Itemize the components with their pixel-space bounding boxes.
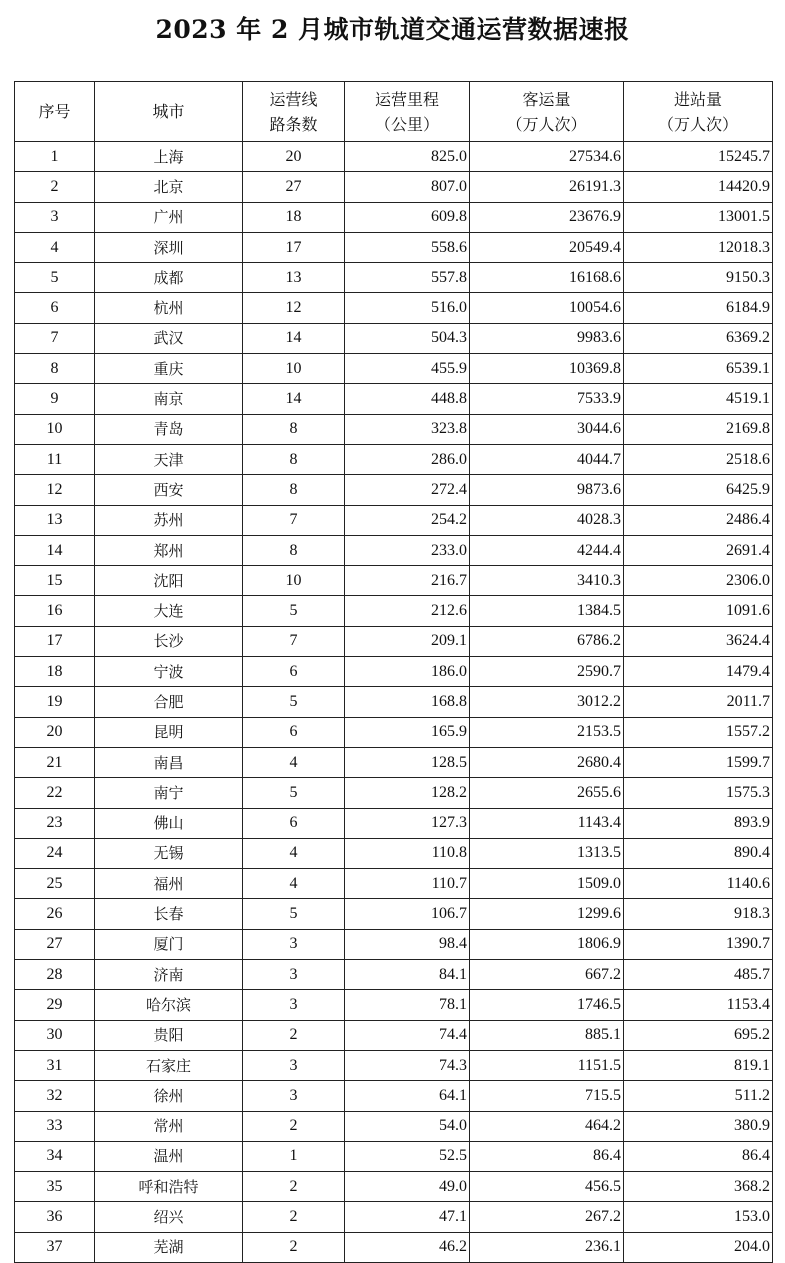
cell-city: 徐州 xyxy=(95,1081,243,1111)
table-row xyxy=(15,444,773,474)
cell-index: 27 xyxy=(15,929,95,959)
cell-lines: 6 xyxy=(243,657,345,687)
cell-ridership: 456.5 xyxy=(470,1172,624,1202)
cell-ridership: 267.2 xyxy=(470,1202,624,1232)
cell-ridership: 2153.5 xyxy=(470,717,624,747)
cell-entries: 2306.0 xyxy=(624,566,773,596)
cell-city: 贵阳 xyxy=(95,1020,243,1050)
table-row xyxy=(15,263,773,293)
table-row xyxy=(15,899,773,929)
cell-entries: 6539.1 xyxy=(624,354,773,384)
cell-entries: 380.9 xyxy=(624,1111,773,1141)
cell-city: 南昌 xyxy=(95,747,243,777)
cell-ridership: 2680.4 xyxy=(470,747,624,777)
cell-ridership: 3410.3 xyxy=(470,566,624,596)
cell-length: 106.7 xyxy=(345,899,470,929)
cell-entries: 890.4 xyxy=(624,838,773,868)
cell-entries: 893.9 xyxy=(624,808,773,838)
cell-city: 广州 xyxy=(95,202,243,232)
cell-length: 455.9 xyxy=(345,354,470,384)
cell-city: 深圳 xyxy=(95,232,243,262)
cell-length: 825.0 xyxy=(345,142,470,172)
table-row xyxy=(15,717,773,747)
cell-entries: 204.0 xyxy=(624,1232,773,1262)
cell-length: 78.1 xyxy=(345,990,470,1020)
cell-ridership: 7533.9 xyxy=(470,384,624,414)
cell-index: 35 xyxy=(15,1172,95,1202)
cell-entries: 1153.4 xyxy=(624,990,773,1020)
cell-length: 74.4 xyxy=(345,1020,470,1050)
cell-entries: 1140.6 xyxy=(624,869,773,899)
cell-city: 沈阳 xyxy=(95,566,243,596)
cell-lines: 8 xyxy=(243,414,345,444)
cell-lines: 5 xyxy=(243,687,345,717)
cell-city: 武汉 xyxy=(95,323,243,353)
cell-city: 哈尔滨 xyxy=(95,990,243,1020)
header-ridership xyxy=(470,82,624,142)
cell-ridership: 667.2 xyxy=(470,960,624,990)
header-lines-line2: 路条数 xyxy=(269,114,318,134)
cell-city: 绍兴 xyxy=(95,1202,243,1232)
header-length xyxy=(345,82,470,142)
cell-ridership: 86.4 xyxy=(470,1141,624,1171)
cell-length: 47.1 xyxy=(345,1202,470,1232)
table-row xyxy=(15,323,773,353)
table-row xyxy=(15,384,773,414)
table-row xyxy=(15,535,773,565)
cell-ridership: 236.1 xyxy=(470,1232,624,1262)
table-row xyxy=(15,1141,773,1171)
cell-lines: 10 xyxy=(243,566,345,596)
cell-ridership: 1151.5 xyxy=(470,1050,624,1080)
cell-entries: 86.4 xyxy=(624,1141,773,1171)
cell-index: 36 xyxy=(15,1202,95,1232)
cell-ridership: 6786.2 xyxy=(470,626,624,656)
cell-ridership: 1806.9 xyxy=(470,929,624,959)
cell-city: 常州 xyxy=(95,1111,243,1141)
cell-entries: 2011.7 xyxy=(624,687,773,717)
table-row xyxy=(15,1050,773,1080)
cell-city: 北京 xyxy=(95,172,243,202)
cell-city: 合肥 xyxy=(95,687,243,717)
cell-ridership: 3044.6 xyxy=(470,414,624,444)
cell-length: 110.8 xyxy=(345,838,470,868)
table-row xyxy=(15,232,773,262)
cell-length: 233.0 xyxy=(345,535,470,565)
cell-city: 西安 xyxy=(95,475,243,505)
cell-index: 17 xyxy=(15,626,95,656)
cell-index: 20 xyxy=(15,717,95,747)
cell-lines: 2 xyxy=(243,1172,345,1202)
cell-entries: 12018.3 xyxy=(624,232,773,262)
cell-ridership: 10054.6 xyxy=(470,293,624,323)
cell-lines: 17 xyxy=(243,232,345,262)
table-row xyxy=(15,747,773,777)
cell-index: 4 xyxy=(15,232,95,262)
cell-index: 5 xyxy=(15,263,95,293)
cell-length: 64.1 xyxy=(345,1081,470,1111)
cell-ridership: 9983.6 xyxy=(470,323,624,353)
cell-index: 11 xyxy=(15,444,95,474)
cell-city: 石家庄 xyxy=(95,1050,243,1080)
cell-city: 温州 xyxy=(95,1141,243,1171)
cell-length: 74.3 xyxy=(345,1050,470,1080)
cell-entries: 1479.4 xyxy=(624,657,773,687)
table-row xyxy=(15,657,773,687)
cell-ridership: 1384.5 xyxy=(470,596,624,626)
cell-lines: 2 xyxy=(243,1111,345,1141)
cell-ridership: 4044.7 xyxy=(470,444,624,474)
cell-index: 34 xyxy=(15,1141,95,1171)
cell-index: 13 xyxy=(15,505,95,535)
cell-index: 19 xyxy=(15,687,95,717)
cell-city: 杭州 xyxy=(95,293,243,323)
cell-lines: 2 xyxy=(243,1202,345,1232)
cell-entries: 1599.7 xyxy=(624,747,773,777)
cell-index: 28 xyxy=(15,960,95,990)
cell-ridership: 1746.5 xyxy=(470,990,624,1020)
header-length-line1: 运营里程 xyxy=(374,89,439,109)
cell-lines: 14 xyxy=(243,384,345,414)
cell-city: 佛山 xyxy=(95,808,243,838)
cell-lines: 3 xyxy=(243,929,345,959)
cell-entries: 1390.7 xyxy=(624,929,773,959)
cell-entries: 153.0 xyxy=(624,1202,773,1232)
cell-ridership: 1143.4 xyxy=(470,808,624,838)
header-index: 序号 xyxy=(15,82,95,142)
cell-city: 上海 xyxy=(95,142,243,172)
cell-lines: 4 xyxy=(243,747,345,777)
cell-lines: 5 xyxy=(243,596,345,626)
table-row xyxy=(15,475,773,505)
cell-ridership: 885.1 xyxy=(470,1020,624,1050)
cell-index: 10 xyxy=(15,414,95,444)
cell-length: 609.8 xyxy=(345,202,470,232)
cell-length: 110.7 xyxy=(345,869,470,899)
cell-lines: 4 xyxy=(243,869,345,899)
cell-length: 254.2 xyxy=(345,505,470,535)
cell-index: 29 xyxy=(15,990,95,1020)
table-row xyxy=(15,293,773,323)
header-city: 城市 xyxy=(95,82,243,142)
cell-index: 9 xyxy=(15,384,95,414)
table-row xyxy=(15,808,773,838)
cell-city: 成都 xyxy=(95,263,243,293)
cell-lines: 8 xyxy=(243,444,345,474)
cell-city: 济南 xyxy=(95,960,243,990)
cell-entries: 2691.4 xyxy=(624,535,773,565)
cell-ridership: 2590.7 xyxy=(470,657,624,687)
cell-length: 127.3 xyxy=(345,808,470,838)
cell-lines: 6 xyxy=(243,808,345,838)
header-ridership-line1: 客运量 xyxy=(522,89,571,109)
cell-index: 21 xyxy=(15,747,95,777)
cell-length: 52.5 xyxy=(345,1141,470,1171)
table-row xyxy=(15,202,773,232)
cell-city: 长沙 xyxy=(95,626,243,656)
cell-lines: 8 xyxy=(243,535,345,565)
cell-ridership: 1509.0 xyxy=(470,869,624,899)
cell-index: 3 xyxy=(15,202,95,232)
table-row xyxy=(15,960,773,990)
cell-entries: 3624.4 xyxy=(624,626,773,656)
cell-entries: 485.7 xyxy=(624,960,773,990)
cell-index: 16 xyxy=(15,596,95,626)
table-row xyxy=(15,354,773,384)
table-row xyxy=(15,596,773,626)
cell-length: 516.0 xyxy=(345,293,470,323)
table-row xyxy=(15,1020,773,1050)
cell-lines: 27 xyxy=(243,172,345,202)
table-row xyxy=(15,142,773,172)
cell-index: 7 xyxy=(15,323,95,353)
table-row xyxy=(15,414,773,444)
cell-length: 558.6 xyxy=(345,232,470,262)
cell-lines: 2 xyxy=(243,1020,345,1050)
cell-index: 25 xyxy=(15,869,95,899)
cell-index: 30 xyxy=(15,1020,95,1050)
cell-entries: 918.3 xyxy=(624,899,773,929)
cell-length: 286.0 xyxy=(345,444,470,474)
table-row xyxy=(15,1172,773,1202)
cell-length: 448.8 xyxy=(345,384,470,414)
cell-ridership: 2655.6 xyxy=(470,778,624,808)
cell-length: 54.0 xyxy=(345,1111,470,1141)
table-row xyxy=(15,929,773,959)
cell-length: 186.0 xyxy=(345,657,470,687)
cell-ridership: 4244.4 xyxy=(470,535,624,565)
cell-entries: 2169.8 xyxy=(624,414,773,444)
cell-index: 1 xyxy=(15,142,95,172)
cell-ridership: 27534.6 xyxy=(470,142,624,172)
cell-index: 23 xyxy=(15,808,95,838)
cell-ridership: 20549.4 xyxy=(470,232,624,262)
table-row xyxy=(15,990,773,1020)
cell-entries: 511.2 xyxy=(624,1081,773,1111)
cell-ridership: 1313.5 xyxy=(470,838,624,868)
table-header xyxy=(15,82,773,142)
cell-length: 216.7 xyxy=(345,566,470,596)
table-row xyxy=(15,1081,773,1111)
cell-entries: 819.1 xyxy=(624,1050,773,1080)
table-row xyxy=(15,778,773,808)
cell-entries: 1557.2 xyxy=(624,717,773,747)
cell-city: 重庆 xyxy=(95,354,243,384)
cell-lines: 3 xyxy=(243,1081,345,1111)
cell-city: 厦门 xyxy=(95,929,243,959)
cell-entries: 6184.9 xyxy=(624,293,773,323)
cell-ridership: 9873.6 xyxy=(470,475,624,505)
cell-lines: 20 xyxy=(243,142,345,172)
cell-index: 14 xyxy=(15,535,95,565)
cell-length: 209.1 xyxy=(345,626,470,656)
cell-city: 南宁 xyxy=(95,778,243,808)
header-entries-line2: （万人次） xyxy=(657,114,738,134)
cell-index: 12 xyxy=(15,475,95,505)
cell-entries: 368.2 xyxy=(624,1172,773,1202)
cell-lines: 5 xyxy=(243,778,345,808)
cell-entries: 2518.6 xyxy=(624,444,773,474)
table-body xyxy=(15,142,773,1263)
cell-entries: 695.2 xyxy=(624,1020,773,1050)
cell-lines: 18 xyxy=(243,202,345,232)
cell-ridership: 10369.8 xyxy=(470,354,624,384)
cell-index: 33 xyxy=(15,1111,95,1141)
cell-length: 84.1 xyxy=(345,960,470,990)
cell-ridership: 1299.6 xyxy=(470,899,624,929)
cell-index: 24 xyxy=(15,838,95,868)
cell-entries: 1575.3 xyxy=(624,778,773,808)
cell-index: 8 xyxy=(15,354,95,384)
cell-lines: 10 xyxy=(243,354,345,384)
cell-city: 长春 xyxy=(95,899,243,929)
cell-index: 32 xyxy=(15,1081,95,1111)
table-row xyxy=(15,1202,773,1232)
cell-lines: 2 xyxy=(243,1232,345,1262)
cell-city: 南京 xyxy=(95,384,243,414)
cell-city: 无锡 xyxy=(95,838,243,868)
cell-ridership: 4028.3 xyxy=(470,505,624,535)
cell-ridership: 26191.3 xyxy=(470,172,624,202)
cell-entries: 4519.1 xyxy=(624,384,773,414)
cell-length: 272.4 xyxy=(345,475,470,505)
header-entries-line1: 进站量 xyxy=(673,89,722,109)
cell-index: 37 xyxy=(15,1232,95,1262)
cell-lines: 4 xyxy=(243,838,345,868)
table-row xyxy=(15,566,773,596)
table-row xyxy=(15,626,773,656)
cell-index: 6 xyxy=(15,293,95,323)
table-row xyxy=(15,838,773,868)
cell-city: 呼和浩特 xyxy=(95,1172,243,1202)
cell-lines: 3 xyxy=(243,960,345,990)
cell-ridership: 464.2 xyxy=(470,1111,624,1141)
header-lines xyxy=(243,82,345,142)
table-row xyxy=(15,172,773,202)
table-row xyxy=(15,869,773,899)
cell-length: 807.0 xyxy=(345,172,470,202)
cell-entries: 2486.4 xyxy=(624,505,773,535)
cell-entries: 15245.7 xyxy=(624,142,773,172)
cell-lines: 8 xyxy=(243,475,345,505)
table-row xyxy=(15,1111,773,1141)
cell-lines: 7 xyxy=(243,626,345,656)
cell-lines: 1 xyxy=(243,1141,345,1171)
cell-city: 大连 xyxy=(95,596,243,626)
cell-length: 128.5 xyxy=(345,747,470,777)
cell-lines: 5 xyxy=(243,899,345,929)
cell-city: 青岛 xyxy=(95,414,243,444)
cell-length: 128.2 xyxy=(345,778,470,808)
cell-ridership: 16168.6 xyxy=(470,263,624,293)
cell-entries: 13001.5 xyxy=(624,202,773,232)
cell-ridership: 715.5 xyxy=(470,1081,624,1111)
cell-length: 212.6 xyxy=(345,596,470,626)
table-row xyxy=(15,1232,773,1262)
cell-lines: 7 xyxy=(243,505,345,535)
cell-index: 22 xyxy=(15,778,95,808)
cell-length: 557.8 xyxy=(345,263,470,293)
cell-city: 郑州 xyxy=(95,535,243,565)
cell-ridership: 3012.2 xyxy=(470,687,624,717)
table-row xyxy=(15,687,773,717)
cell-city: 昆明 xyxy=(95,717,243,747)
header-lines-line1: 运营线 xyxy=(269,89,318,109)
cell-entries: 9150.3 xyxy=(624,263,773,293)
cell-ridership: 23676.9 xyxy=(470,202,624,232)
cell-entries: 6369.2 xyxy=(624,323,773,353)
cell-index: 18 xyxy=(15,657,95,687)
cell-length: 46.2 xyxy=(345,1232,470,1262)
header-entries xyxy=(624,82,773,142)
cell-lines: 3 xyxy=(243,990,345,1020)
header-row xyxy=(15,82,773,142)
cell-city: 天津 xyxy=(95,444,243,474)
cell-length: 98.4 xyxy=(345,929,470,959)
cell-entries: 1091.6 xyxy=(624,596,773,626)
cell-length: 49.0 xyxy=(345,1172,470,1202)
cell-length: 323.8 xyxy=(345,414,470,444)
cell-entries: 14420.9 xyxy=(624,172,773,202)
cell-length: 504.3 xyxy=(345,323,470,353)
cell-lines: 14 xyxy=(243,323,345,353)
cell-index: 15 xyxy=(15,566,95,596)
cell-index: 31 xyxy=(15,1050,95,1080)
cell-length: 165.9 xyxy=(345,717,470,747)
cell-city: 苏州 xyxy=(95,505,243,535)
cell-index: 2 xyxy=(15,172,95,202)
cell-lines: 6 xyxy=(243,717,345,747)
cell-lines: 12 xyxy=(243,293,345,323)
page-title: 2023 年 2 月城市轨道交通运营数据速报 xyxy=(155,15,630,44)
cell-city: 福州 xyxy=(95,869,243,899)
cell-entries: 6425.9 xyxy=(624,475,773,505)
cell-lines: 13 xyxy=(243,263,345,293)
cell-city: 宁波 xyxy=(95,657,243,687)
table-row xyxy=(15,505,773,535)
cell-lines: 3 xyxy=(243,1050,345,1080)
cell-length: 168.8 xyxy=(345,687,470,717)
cell-city: 芜湖 xyxy=(95,1232,243,1262)
header-ridership-line2: （万人次） xyxy=(506,114,587,134)
cell-index: 26 xyxy=(15,899,95,929)
header-length-line2: （公里） xyxy=(374,114,439,134)
data-table xyxy=(14,81,773,1263)
